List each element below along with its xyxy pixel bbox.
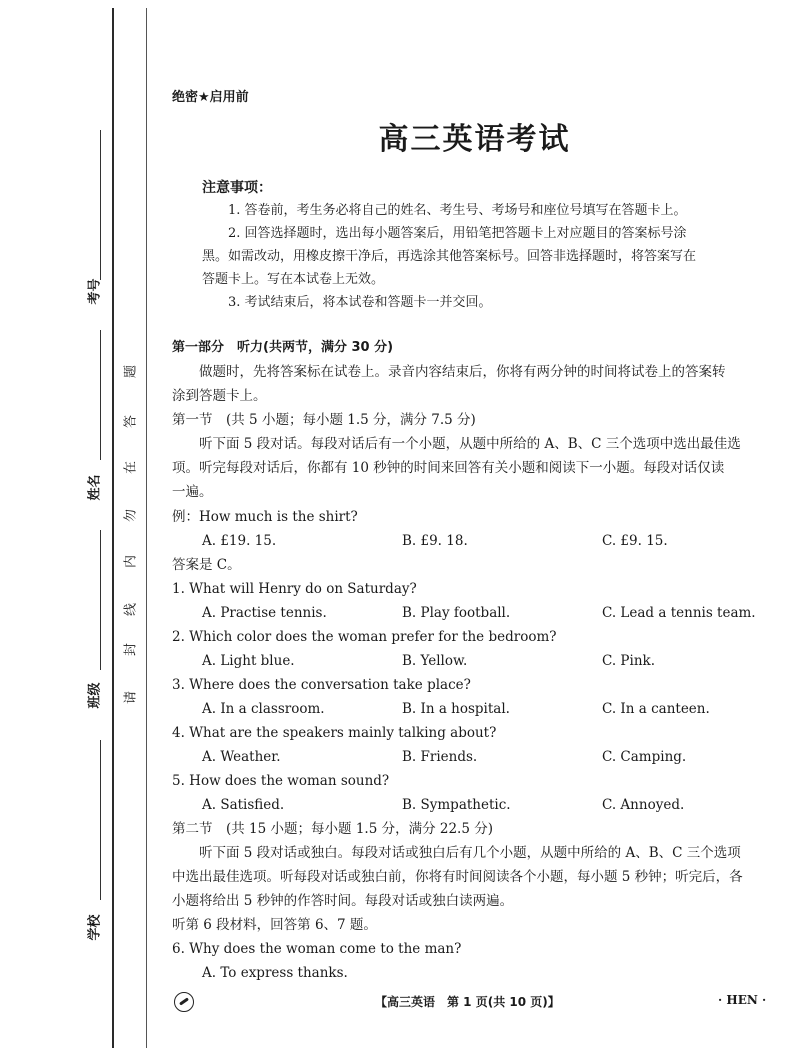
option-b: B. In a hospital. xyxy=(402,701,510,717)
option-a: A. Practise tennis. xyxy=(202,605,327,621)
question-5: 5. How does the woman sound? xyxy=(172,773,390,789)
section1-intro-a: 听下面 5 段对话。每段对话后有一个小题，从题中所给的 A、B、C 三个选项中选出最佳选 xyxy=(199,436,741,452)
notice-item-3: 3. 考试结束后，将本试卷和答题卡一并交回。 xyxy=(228,295,492,310)
question-6-options xyxy=(202,961,772,985)
option-a: A. Light blue. xyxy=(202,653,295,669)
page-title: 高三英语考试 xyxy=(378,122,571,157)
option-c: C. Annoyed. xyxy=(602,797,685,813)
section1-intro-b: 项。听完每段对话后，你都有 10 秒钟的时间来回答有关小题和阅读下一小题。每段对话仅读 xyxy=(172,460,725,476)
option-b: B. Yellow. xyxy=(402,653,468,669)
part1-heading: 第一部分 听力(共两节，满分 30 分) xyxy=(172,340,394,355)
seal-char: 题 xyxy=(123,365,139,379)
part1-intro-a: 做题时，先将答案标在试卷上。录音内容结束后，你将有两分钟的时间将试卷上的答案转 xyxy=(199,364,726,380)
seal-char: 线 xyxy=(123,603,139,617)
question-1-options xyxy=(202,601,772,625)
option-b: B. Play football. xyxy=(402,605,511,621)
exam-number-label: 考号 xyxy=(87,278,103,305)
question-2: 2. Which color does the woman prefer for the bedroom? xyxy=(172,629,557,645)
section2-intro-a: 听下面 5 段对话或独白。每段对话或独白后有几个小题，从题中所给的 A、B、C 三个选项 xyxy=(199,845,741,861)
seal-char: 勿 xyxy=(123,509,139,523)
school-write-line xyxy=(100,740,101,900)
option-c: C. Camping. xyxy=(602,749,687,765)
notice-item-2c: 答题卡上。写在本试卷上无效。 xyxy=(202,272,385,287)
page-footer xyxy=(0,992,794,1016)
binding-line-outer xyxy=(112,8,114,1048)
seal-char: 答 xyxy=(123,415,139,429)
notice-item-2b: 黑。如需改动，用橡皮擦干净后，再选涂其他答案标号。回答非选择题时，将答案写在 xyxy=(202,249,697,264)
example-options xyxy=(202,529,772,553)
school-label: 学校 xyxy=(87,914,103,941)
option-a: A. £19. 15. xyxy=(202,533,277,549)
section1-intro-c: 一遍。 xyxy=(172,484,213,500)
notice-item-1: 1. 答卷前，考生务必将自己的姓名、考生号、考场号和座位号填写在答题卡上。 xyxy=(228,203,687,218)
seal-char: 请 xyxy=(123,691,139,705)
question-5-options xyxy=(202,793,772,817)
question-6: 6. Why does the woman come to the man? xyxy=(172,941,462,957)
option-a: A. In a classroom. xyxy=(202,701,325,717)
part1-intro-b: 涂到答题卡上。 xyxy=(172,388,267,404)
section1-heading: 第一节 (共 5 小题；每小题 1.5 分，满分 7.5 分) xyxy=(172,412,476,428)
option-b: B. £9. 18. xyxy=(402,533,468,549)
seal-char: 内 xyxy=(123,555,139,569)
seal-char: 封 xyxy=(123,643,139,657)
question-3-options xyxy=(202,697,772,721)
option-a: A. To express thanks. xyxy=(202,965,348,981)
option-b: B. Friends. xyxy=(402,749,478,765)
class-write-line xyxy=(100,530,101,670)
question-4-options xyxy=(202,745,772,769)
section2-heading: 第二节 (共 15 小题；每小题 1.5 分，满分 22.5 分) xyxy=(172,821,493,837)
notice-block xyxy=(202,199,762,314)
name-write-line xyxy=(100,330,101,460)
section2-intro-c: 小题将给出 5 秒钟的作答时间。每段对话或独白读两遍。 xyxy=(172,893,514,909)
question-4: 4. What are the speakers mainly talking about? xyxy=(172,725,497,741)
notice-heading: 注意事项： xyxy=(202,180,272,196)
option-a: A. Satisfied. xyxy=(202,797,285,813)
class-label: 班级 xyxy=(87,682,103,709)
question-2-options xyxy=(202,649,772,673)
option-a: A. Weather. xyxy=(202,749,281,765)
page-info: 【高三英语 第 1 页(共 10 页)】 xyxy=(375,995,560,1009)
paper-code: · HEN · xyxy=(718,993,767,1007)
question-1: 1. What will Henry do on Saturday? xyxy=(172,581,417,597)
publisher-logo-icon xyxy=(174,992,194,1012)
question-3: 3. Where does the conversation take place? xyxy=(172,677,471,693)
binding-line-inner xyxy=(146,8,147,1048)
confidential-mark: 绝密★启用前 xyxy=(172,90,249,105)
material-6-instruction: 听第 6 段材料，回答第 6、7 题。 xyxy=(172,917,377,933)
section2-intro-b: 中选出最佳选项。听每段对话或独白前，你将有时间阅读各个小题，每小题 5 秒钟；听完后，各 xyxy=(172,869,743,885)
option-c: C. £9. 15. xyxy=(602,533,668,549)
example-question: 例：How much is the shirt? xyxy=(172,509,358,525)
option-c: C. In a canteen. xyxy=(602,701,710,717)
option-c: C. Pink. xyxy=(602,653,655,669)
option-c: C. Lead a tennis team. xyxy=(602,605,756,621)
option-b: B. Sympathetic. xyxy=(402,797,511,813)
name-label: 姓名 xyxy=(87,474,103,501)
notice-item-2a: 2. 回答选择题时，选出每小题答案后，用铅笔把答题卡上对应题目的答案标号涂 xyxy=(228,226,687,241)
seal-char: 在 xyxy=(123,461,139,475)
example-answer: 答案是 C。 xyxy=(172,557,241,573)
exam-number-write-line xyxy=(100,130,101,280)
